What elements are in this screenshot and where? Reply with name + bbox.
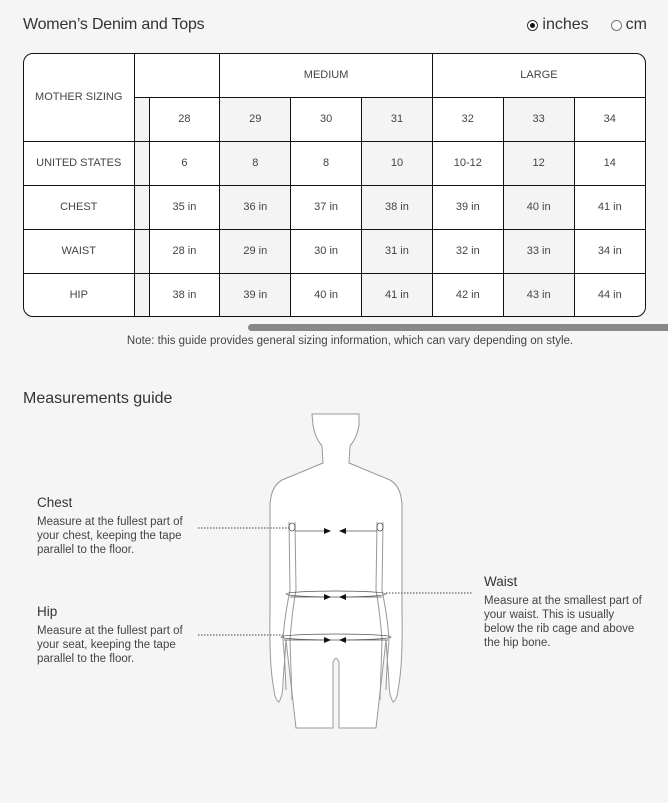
chest-title: Chest bbox=[37, 495, 73, 510]
guide-title: Measurements guide bbox=[23, 390, 173, 407]
chest-guide bbox=[37, 496, 197, 557]
table-cell: 31 in bbox=[362, 229, 433, 273]
table-cell: 40 in bbox=[291, 273, 362, 317]
waist-title: Waist bbox=[484, 574, 518, 589]
hip-guide bbox=[37, 605, 197, 666]
table-cell: 37 in bbox=[291, 185, 362, 229]
size-cell: 34 bbox=[574, 97, 645, 141]
table-cell: 41 in bbox=[574, 185, 645, 229]
table-cell: 12 bbox=[503, 141, 574, 185]
hip-title: Hip bbox=[37, 604, 58, 619]
size-cell: 28 bbox=[149, 97, 220, 141]
table-cell: 10 bbox=[362, 141, 433, 185]
waist-text: Measure at the smallest part of your waist. This is usually below the rib cage and above the hip bone. bbox=[484, 595, 642, 649]
size-cell: 29 bbox=[220, 97, 291, 141]
table-cell: 41 in bbox=[362, 273, 433, 317]
row-label: UNITED STATES bbox=[24, 141, 134, 185]
table-cell: 38 in bbox=[149, 273, 220, 317]
table-cell: 33 in bbox=[503, 229, 574, 273]
sizing-note: Note: this guide provides general sizing information, which can vary depending on style. bbox=[126, 335, 574, 347]
table-cell: 40 in bbox=[503, 185, 574, 229]
row-label: WAIST bbox=[24, 229, 134, 273]
size-cell: 31 bbox=[362, 97, 433, 141]
table-cell: 30 in bbox=[291, 229, 362, 273]
size-cell: 33 bbox=[503, 97, 574, 141]
hip-text: Measure at the fullest part of your seat, keeping the tape parallel to the floor. bbox=[37, 625, 183, 665]
table-cell: 34 in bbox=[574, 229, 645, 273]
table-cell: 29 in bbox=[220, 229, 291, 273]
row-header-label: MOTHER SIZING bbox=[24, 54, 134, 141]
table-cell: 36 in bbox=[220, 185, 291, 229]
row-label: HIP bbox=[24, 273, 134, 317]
table-cell: 43 in bbox=[503, 273, 574, 317]
table-cell: 39 in bbox=[432, 185, 503, 229]
table-cell: 6 bbox=[149, 141, 220, 185]
table-cell: 14 bbox=[574, 141, 645, 185]
table-cell: 10-12 bbox=[432, 141, 503, 185]
table-cell: 42 in bbox=[432, 273, 503, 317]
size-cell: 30 bbox=[291, 97, 362, 141]
table-cell: 28 in bbox=[149, 229, 220, 273]
table-cell: 8 bbox=[291, 141, 362, 185]
group-header-medium: MEDIUM bbox=[220, 54, 433, 97]
table-cell: 8 bbox=[220, 141, 291, 185]
table-cell: 39 in bbox=[220, 273, 291, 317]
waist-guide bbox=[484, 575, 644, 650]
unit-label-inches: inches bbox=[542, 16, 589, 33]
chest-text: Measure at the fullest part of your chest, keeping the tape parallel to the floor. bbox=[37, 516, 183, 556]
table-cell: 44 in bbox=[574, 273, 645, 317]
table-cell: 32 in bbox=[432, 229, 503, 273]
row-label: CHEST bbox=[24, 185, 134, 229]
unit-label-cm: cm bbox=[625, 16, 647, 33]
table-cell: 38 in bbox=[362, 185, 433, 229]
table-cell: 35 in bbox=[149, 185, 220, 229]
size-cell: 32 bbox=[432, 97, 503, 141]
group-header-large: LARGE bbox=[432, 54, 645, 97]
page-title: Women’s Denim and Tops bbox=[23, 16, 205, 33]
